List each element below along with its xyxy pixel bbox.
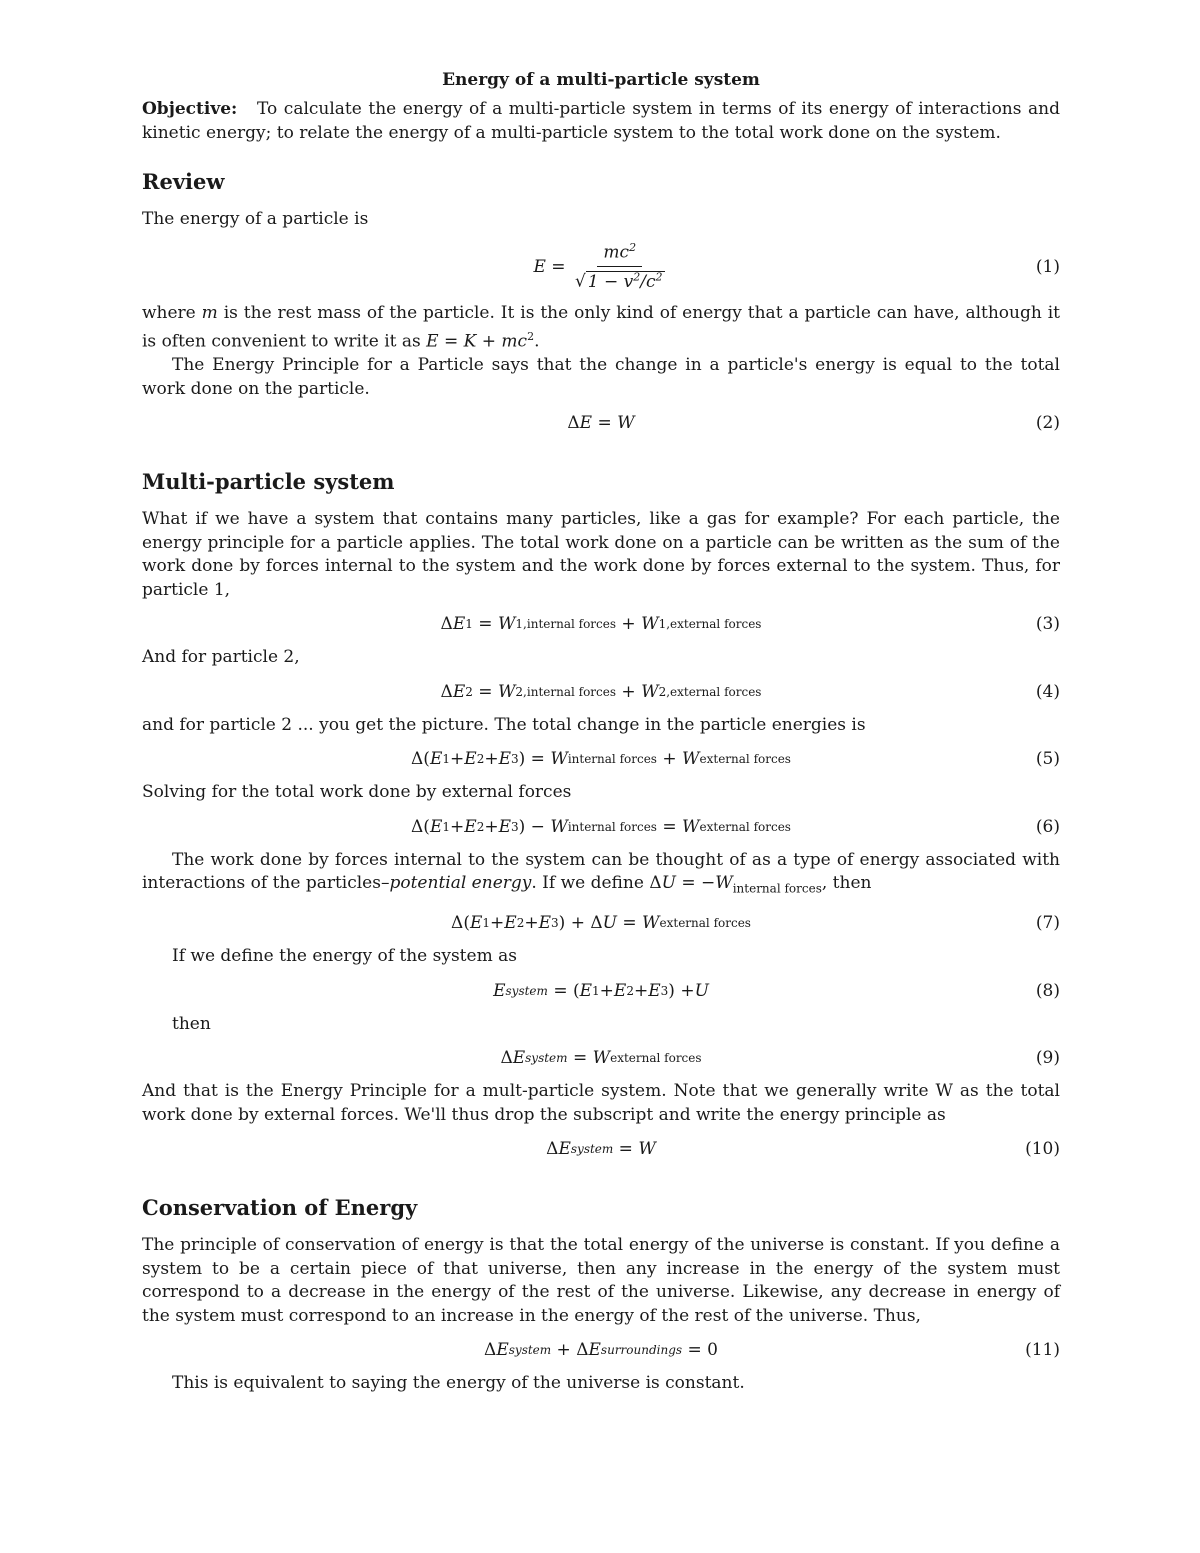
heading-review: Review — [142, 169, 225, 194]
document-title: Energy of a multi-particle system — [442, 70, 760, 90]
objective-label: Objective: — [142, 99, 238, 119]
equation-1: E = $\frac{mc^2}{√ 1 - v^2/c^2}$ (1) — [533, 241, 1060, 292]
conservation-intro: The principle of conservation of energy is that the total energy of the universe is constant. If you define a system to be a certain piece of that universe, then any increase in the energy of the system must correspond to a decrease in the energy of the rest of the universe. Likewise, any decrease in energy of the system must correspond to an increase in the energy of the rest of the universe. Thus, — [142, 1235, 1060, 1326]
fraction: $\frac{mc^2}{√ 1 - v^2/c^2}$ — [574, 241, 663, 292]
multi-define-system: If we define the energy of the system as — [172, 946, 517, 967]
conservation-conclusion: This is equivalent to saying the energy of the universe is constant. — [172, 1373, 745, 1394]
equation-7: Δ( E 1 + E 2 + E 3 ) + Δ U = W external forces (7) — [451, 913, 1060, 934]
objective-paragraph — [142, 98, 1060, 145]
multi-intro: What if we have a system that contains many particles, like a gas for example? For each particle, the energy principle for a particle applies. The total work done on a particle can be written as the sum of the work done by forces internal to the system and the work done by forces external to the system. Thus, for particle 1, — [142, 509, 1060, 600]
multi-drop-subscript: And that is the Energy Principle for a mult-particle system. Note that we generally write W as the total work done by external forces. We'll thus drop the subscript and write the energy principle as — [142, 1081, 1060, 1125]
multi-particle-2: And for particle 2, — [142, 647, 300, 668]
review-rest-mass: where m is the rest mass of the particle. It is the only kind of energy that a particle can have, although it is often convenient to write it as $E = K + mc^2$. — [142, 302, 1060, 352]
equation-10: Δ E system = W (10) — [546, 1139, 1060, 1160]
multi-solving: Solving for the total work done by external forces — [142, 782, 572, 803]
equation-8: E system = ( E 1 + E 2 + E 3 ) + U (8) — [493, 980, 1060, 1001]
equation-5: Δ( E 1 + E 2 + E 3 ) = W internal forces + W external forces (5) — [411, 749, 1060, 770]
heading-multi-particle: Multi-particle system — [142, 469, 395, 495]
equation-number: (7) — [1035, 913, 1060, 934]
review-energy-principle: The Energy Principle for a Particle says that the change in a particle's energy is equal to the total work done on the particle. — [142, 355, 1060, 399]
equation-4: Δ E 2 = W 2,internal forces + W 2,external forces (4) — [440, 681, 1060, 702]
equation-number: (1) — [1035, 256, 1060, 277]
equation-number: (8) — [1035, 980, 1060, 1001]
equation-3: Δ E 1 = W 1,internal forces + W 1,external forces (3) — [440, 614, 1060, 635]
equation-number: (4) — [1035, 681, 1060, 702]
equation-6: Δ( E 1 + E 2 + E 3 ) − W internal forces = W external forces (6) — [411, 816, 1060, 837]
review-intro: The energy of a particle is — [142, 209, 369, 229]
equation-11: Δ E system + Δ E surroundings = 0 (11) — [484, 1340, 1060, 1361]
heading-conservation: Conservation of Energy — [142, 1195, 418, 1221]
equation-number: (9) — [1035, 1048, 1060, 1069]
equation-number: (11) — [1025, 1340, 1060, 1361]
objective-text: To calculate the energy of a multi-particle system in terms of its energy of interactions and kinetic energy; to relate the energy of a multi-particle system to the total work done on the system. — [142, 99, 1061, 143]
equation-number: (6) — [1035, 816, 1060, 837]
equation-number: (5) — [1035, 749, 1060, 770]
multi-potential-energy: The work done by forces internal to the system can be thought of as a type of energy associated with interactions of the particles–potential energy. If we define $\Delta U = -W_{internal forces}$, then — [142, 849, 1060, 896]
multi-then: then — [172, 1013, 211, 1034]
equation-9: Δ E system = W external forces (9) — [500, 1048, 1060, 1069]
equation-number: (2) — [1035, 413, 1060, 434]
equation-number: (10) — [1025, 1139, 1060, 1160]
equation-2: Δ E = W (2) — [567, 413, 1060, 434]
multi-picture: and for particle 2 ... you get the picture. The total change in the particle energies is — [142, 714, 866, 735]
equation-number: (3) — [1035, 614, 1060, 635]
document-page — [142, 70, 1060, 1396]
